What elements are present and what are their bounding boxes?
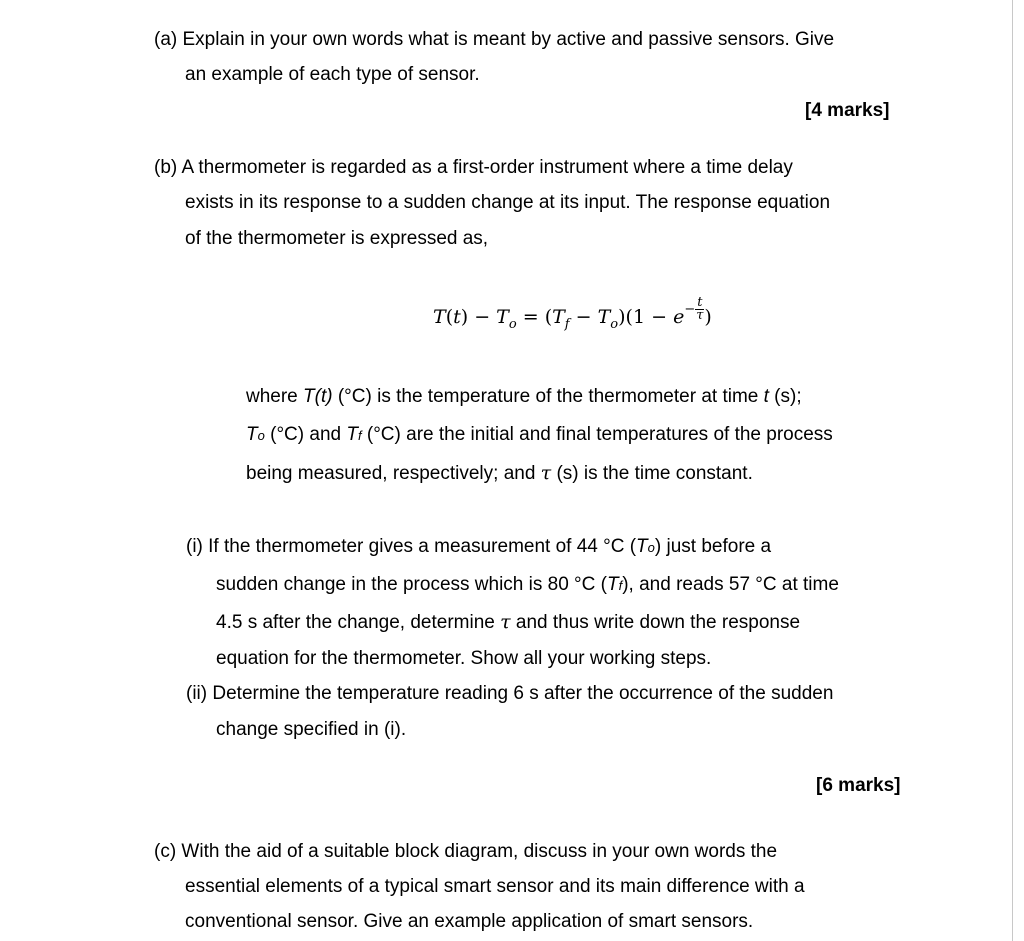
eq-T-o-2: T: [597, 306, 611, 328]
where-l3-tau: τ: [540, 462, 552, 484]
eq-one: 1: [632, 306, 646, 328]
eq-lparen-3: (: [625, 306, 633, 328]
eq-rparen-3: ): [704, 306, 712, 328]
q-i-l3-b: and thus write down the response: [510, 612, 801, 633]
eq-exp-neg: −: [684, 302, 696, 317]
q-i-l1-T: T: [636, 536, 648, 557]
part-b-marks: [6 marks]: [816, 775, 901, 796]
part-b-line-3: of the thermometer is expressed as,: [185, 228, 489, 249]
part-a-line-2: an example of each type of sensor.: [185, 64, 480, 85]
q-i-line-3: [216, 610, 800, 635]
where-l3-b: (s) is the time constant.: [551, 463, 753, 484]
eq-t: t: [453, 306, 461, 328]
part-c-line-3: conventional sensor. Give an example application of smart sensors.: [185, 911, 754, 932]
where-l2-a: (°C) and: [264, 424, 347, 445]
q-i-l3-a: 4.5 s after the change, determine: [216, 612, 501, 633]
part-c-line-2: essential elements of a typical smart sensor and its main difference with a: [185, 876, 805, 897]
q-i-l2-b: ), and reads 57 °C at time: [622, 574, 839, 595]
eq-minus-2: −: [569, 306, 598, 328]
eq-equals: =: [516, 306, 545, 328]
q-ii-line-1: (ii) Determine the temperature reading 6 s after the occurrence of the sudden: [186, 683, 834, 704]
eq-minus: −: [468, 306, 497, 328]
eq-sub-o: o: [508, 317, 517, 332]
where-l1-c: (s);: [768, 386, 802, 407]
where-l2-T: T: [246, 424, 258, 445]
eq-exp-den: τ: [696, 308, 704, 323]
where-l2-b: (°C) are the initial and final temperatures of the process: [361, 424, 833, 445]
where-l1-t: t: [763, 386, 769, 407]
q-i-l2-T: T: [606, 574, 619, 595]
eq-e: e: [673, 306, 685, 328]
q-i-l1-a: (i) If the thermometer gives a measurement of 44 °C (: [186, 536, 637, 557]
part-a-line-1: (a) Explain in your own words what is meant by active and passive sensors. Give: [154, 29, 835, 50]
q-i-l1-b: ) just before a: [654, 536, 772, 557]
where-line-1: [246, 385, 802, 409]
q-i-line-1: [186, 535, 771, 560]
eq-rparen-2: ): [618, 306, 626, 328]
where-l1-b: (°C) is the temperature of the thermometer at time: [332, 386, 764, 407]
eq-T-o: T: [496, 306, 509, 328]
eq-lparen: (: [445, 306, 454, 328]
part-b-line-2: exists in its response to a sudden change at its input. The response equation: [185, 192, 831, 213]
where-l2-Tf: T: [346, 424, 358, 445]
q-i-l2-f: f: [618, 578, 623, 593]
eq-T: T: [433, 306, 446, 328]
eq-T-f: T: [552, 306, 565, 328]
eq-exp-num: t: [697, 295, 703, 310]
q-i-l1-o: o: [647, 540, 655, 555]
eq-sub-f: f: [564, 317, 570, 332]
where-l2-o: o: [257, 428, 265, 443]
q-ii-line-2: change specified in (i).: [216, 719, 407, 740]
response-equation: [433, 295, 712, 340]
eq-sub-o-2: o: [610, 317, 619, 332]
q-i-l2-a: sudden change in the process which is 80 °C (: [216, 574, 607, 595]
part-c-line-1: (c) With the aid of a suitable block diagram, discuss in your own words the: [154, 841, 778, 862]
eq-rparen: ): [460, 306, 469, 328]
page-edge-line: [1012, 0, 1013, 941]
where-l1-a: where: [246, 386, 304, 407]
q-i-line-4: equation for the thermometer. Show all your working steps.: [216, 648, 712, 669]
eq-exp-fraction: [695, 297, 704, 322]
where-line-2: [246, 423, 833, 448]
part-a-marks: [4 marks]: [805, 100, 890, 121]
where-l1-Tt: T(t): [303, 386, 333, 407]
where-l2-f: f: [357, 428, 362, 443]
where-l3-a: being measured, respectively; and: [246, 463, 541, 484]
eq-lparen-2: (: [544, 306, 553, 328]
q-i-line-2: [216, 573, 839, 598]
eq-minus-3: −: [645, 306, 674, 328]
q-i-l3-tau: τ: [500, 611, 511, 633]
eq-exponent: [684, 297, 704, 322]
where-line-3: [246, 461, 753, 486]
part-b-line-1: (b) A thermometer is regarded as a first-order instrument where a time delay: [154, 157, 793, 178]
